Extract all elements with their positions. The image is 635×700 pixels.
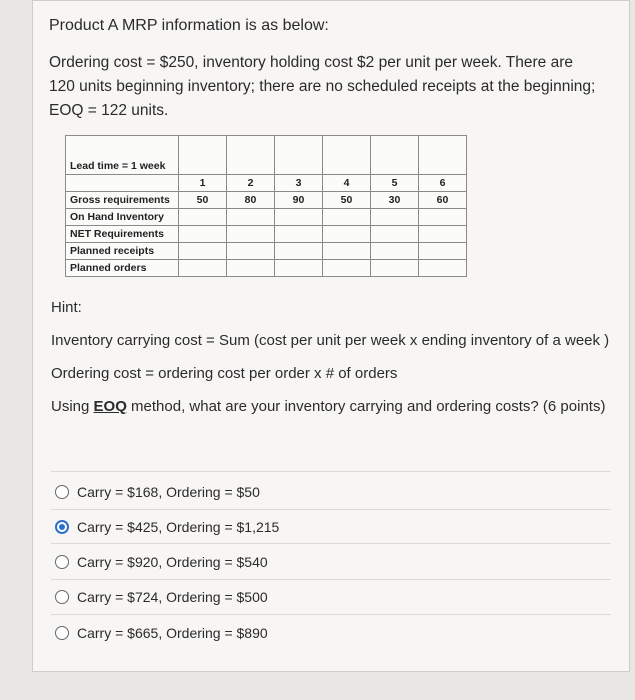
divider bbox=[51, 543, 611, 544]
radio-button[interactable] bbox=[55, 485, 69, 499]
divider bbox=[51, 579, 611, 580]
week-header: 3 bbox=[275, 175, 323, 192]
option-label[interactable]: Carry = $665, Ordering = $890 bbox=[77, 625, 268, 641]
answer-option[interactable] bbox=[55, 554, 268, 570]
table-row-orders bbox=[66, 260, 467, 277]
answer-option[interactable] bbox=[55, 589, 268, 605]
table-row-onhand bbox=[66, 209, 467, 226]
lead-time-label: Lead time = 1 week bbox=[66, 136, 179, 175]
table-row-gross bbox=[66, 192, 467, 209]
row-label: Gross requirements bbox=[66, 192, 179, 209]
answer-option[interactable] bbox=[55, 625, 268, 641]
week-header: 4 bbox=[323, 175, 371, 192]
week-header: 1 bbox=[179, 175, 227, 192]
question-title: Product A MRP information is as below: bbox=[49, 17, 329, 34]
gross-value: 80 bbox=[227, 192, 275, 209]
divider bbox=[51, 509, 611, 510]
radio-button[interactable] bbox=[55, 555, 69, 569]
option-label[interactable]: Carry = $168, Ordering = $50 bbox=[77, 484, 260, 500]
hint-heading: Hint: bbox=[51, 299, 82, 316]
hint-ordering-cost: Ordering cost = ordering cost per order x # of orders bbox=[51, 365, 398, 382]
radio-button[interactable] bbox=[55, 626, 69, 640]
row-label: On Hand Inventory bbox=[66, 209, 179, 226]
question-intro: Ordering cost = $250, inventory holding cost $2 per unit per week. There are 120 units beginning inventory; there are no scheduled receipts at the beginning; EOQ = 122 units. bbox=[49, 54, 596, 119]
answer-option[interactable] bbox=[55, 519, 279, 535]
gross-value: 90 bbox=[275, 192, 323, 209]
divider bbox=[51, 614, 611, 615]
week-header: 6 bbox=[419, 175, 467, 192]
question-prompt: Using EOQ method, what are your inventory carrying and ordering costs? (6 points) bbox=[51, 398, 606, 415]
gross-value: 30 bbox=[371, 192, 419, 209]
option-label[interactable]: Carry = $920, Ordering = $540 bbox=[77, 554, 268, 570]
row-label: Planned orders bbox=[66, 260, 179, 277]
row-label: Planned receipts bbox=[66, 243, 179, 260]
hint-carrying-cost: Inventory carrying cost = Sum (cost per unit per week x ending inventory of a week ) bbox=[51, 332, 610, 349]
gross-value: 50 bbox=[323, 192, 371, 209]
table-row-weeks bbox=[66, 175, 467, 192]
week-header: 2 bbox=[227, 175, 275, 192]
row-label: NET Requirements bbox=[66, 226, 179, 243]
divider bbox=[51, 471, 611, 472]
option-label[interactable]: Carry = $425, Ordering = $1,215 bbox=[77, 519, 280, 535]
table-row-net bbox=[66, 226, 467, 243]
mrp-table bbox=[65, 135, 467, 277]
eoq-term: EOQ bbox=[93, 398, 127, 415]
gross-value: 50 bbox=[179, 192, 227, 209]
table-row-lead-time bbox=[66, 136, 467, 175]
week-header: 5 bbox=[371, 175, 419, 192]
answer-option[interactable] bbox=[55, 484, 260, 500]
radio-button-selected[interactable] bbox=[55, 520, 69, 534]
option-label[interactable]: Carry = $724, Ordering = $500 bbox=[77, 589, 268, 605]
table-row-receipts bbox=[66, 243, 467, 260]
radio-button[interactable] bbox=[55, 590, 69, 604]
gross-value: 60 bbox=[419, 192, 467, 209]
question-card bbox=[32, 0, 630, 672]
